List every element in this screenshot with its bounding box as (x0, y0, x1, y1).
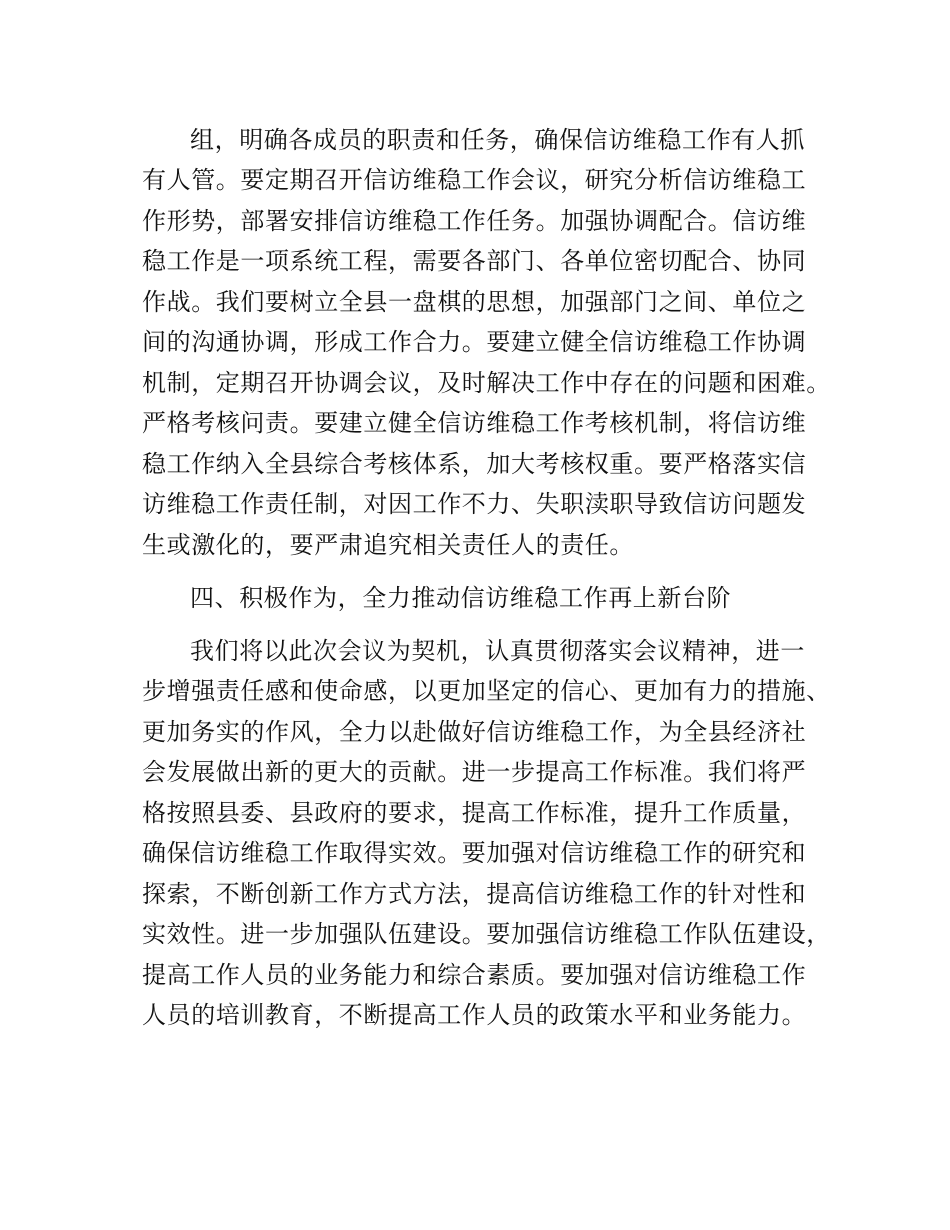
text-line: 实效性。进一步加强队伍建设。要加强信访维稳工作队伍建设， (142, 920, 831, 948)
text-line: 作战。我们要树立全县一盘棋的思想，加强部门之间、单位之 (142, 288, 807, 316)
text-line: 严格考核问责。要建立健全信访维稳工作考核机制，将信访维 (142, 409, 807, 437)
text-line: 会发展做出新的更大的贡献。进一步提高工作标准。我们将严 (142, 758, 807, 786)
text-line: 稳工作纳入全县综合考核体系，加大考核权重。要严格落实信 (142, 450, 807, 478)
text-line: 组，明确各成员的职责和任务，确保信访维稳工作有人抓 (190, 126, 805, 154)
text-line: 生或激化的，要严肃追究相关责任人的责任。 (142, 531, 634, 559)
text-line: 访维稳工作责任制，对因工作不力、失职渎职导致信访问题发 (142, 490, 807, 518)
text-line: 稳工作是一项系统工程，需要各部门、各单位密切配合、协同 (142, 247, 807, 275)
text-line: 格按照县委、县政府的要求，提高工作标准，提升工作质量， (142, 799, 807, 827)
text-line: 更加务实的作风，全力以赴做好信访维稳工作，为全县经济社 (142, 718, 807, 746)
text-line: 人员的培训教育，不断提高工作人员的政策水平和业务能力。 (142, 1001, 807, 1029)
text-line: 有人管。要定期召开信访维稳工作会议，研究分析信访维稳工 (142, 166, 807, 194)
text-line: 机制，定期召开协调会议，及时解决工作中存在的问题和困难。 (142, 369, 831, 397)
text-line: 探索，不断创新工作方式方法，提高信访维稳工作的针对性和 (142, 880, 807, 908)
section-heading: 四、积极作为，全力推动信访维稳工作再上新台阶 (190, 584, 732, 612)
text-line: 作形势，部署安排信访维稳工作任务。加强协调配合。信访维 (142, 207, 807, 235)
text-line: 步增强责任感和使命感，以更加坚定的信心、更加有力的措施、 (142, 677, 831, 705)
text-line: 确保信访维稳工作取得实效。要加强对信访维稳工作的研究和 (142, 839, 807, 867)
text-line: 提高工作人员的业务能力和综合素质。要加强对信访维稳工作 (142, 961, 807, 989)
text-line: 我们将以此次会议为契机，认真贯彻落实会议精神，进一 (190, 637, 805, 665)
text-line: 间的沟通协调，形成工作合力。要建立健全信访维稳工作协调 (142, 328, 807, 356)
